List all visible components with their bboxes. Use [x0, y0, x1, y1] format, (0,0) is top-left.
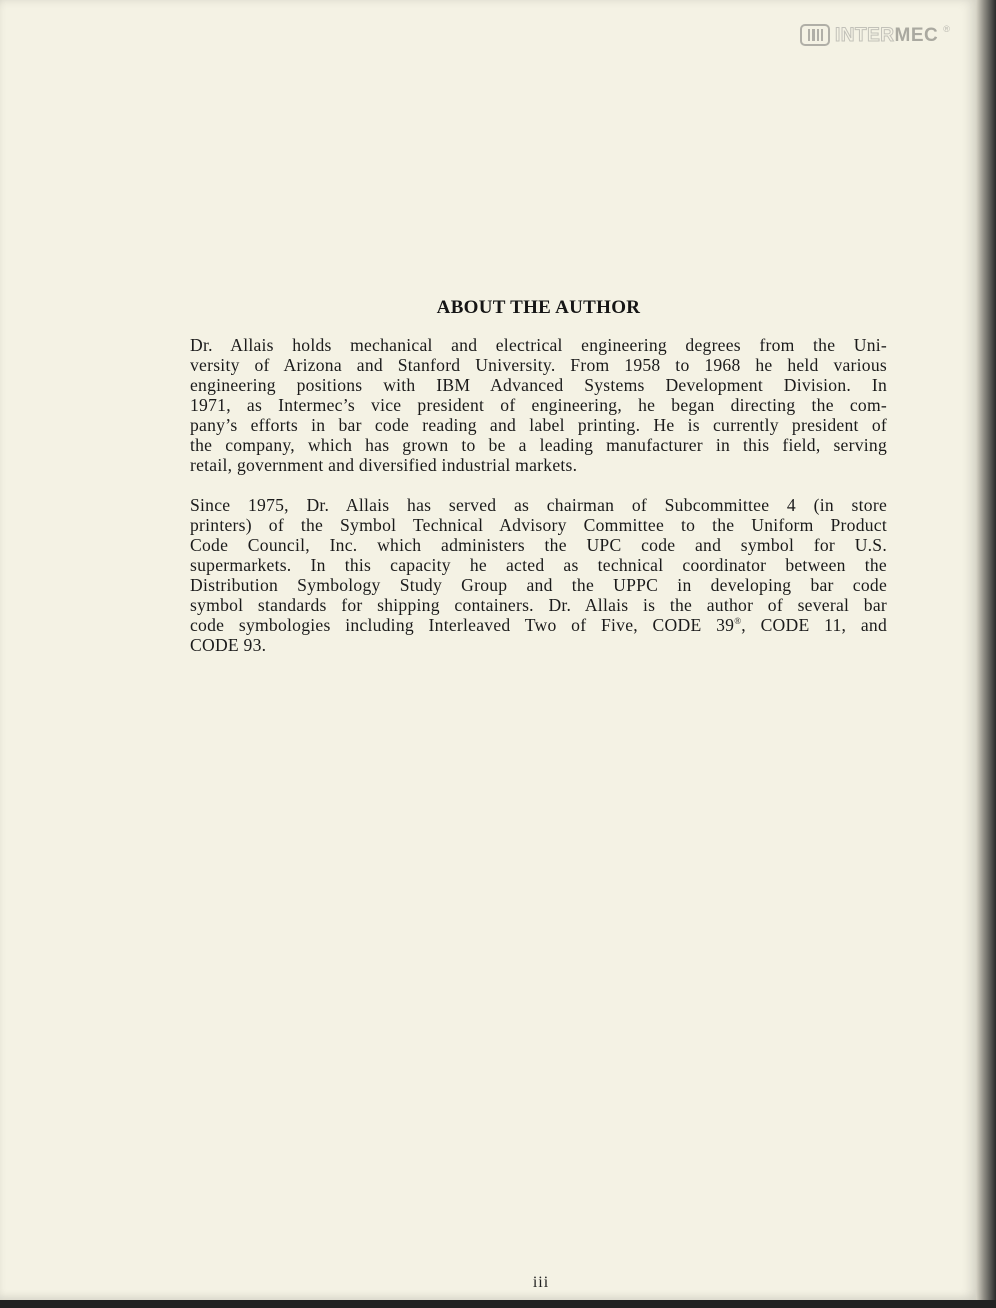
- page-heading: ABOUT THE AUTHOR: [436, 297, 641, 318]
- text-line: Since 1975, Dr. Allais has served as chairman of Subcommittee 4 (in store: [190, 495, 887, 515]
- text-line: the company, which has grown to be a leading manufacturer in this field, serving: [190, 435, 887, 455]
- text-line: [190, 615, 887, 635]
- text-segment: code symbologies including Interleaved Two of Five, CODE 39: [190, 615, 735, 635]
- logo-mark-icon: [800, 24, 830, 46]
- page-number: iii: [532, 1274, 550, 1291]
- text-line: engineering positions with IBM Advanced Systems Development Division. In: [190, 375, 887, 395]
- page-bottom-edge: [0, 1300, 996, 1308]
- text-line: printers) of the Symbol Technical Advisory Committee to the Uniform Product: [190, 515, 887, 535]
- text-line: CODE 93.: [190, 635, 267, 655]
- paragraph-education: [190, 335, 887, 475]
- text-line: Code Council, Inc. which administers the UPC code and symbol for U.S.: [190, 535, 887, 555]
- paragraph-committee: [190, 495, 887, 655]
- text-line: 1971, as Intermec’s vice president of engineering, he began directing the com-: [190, 395, 887, 415]
- text-line: retail, government and diversified industrial markets.: [190, 455, 578, 475]
- intermec-logo: [800, 22, 950, 48]
- registered-mark: ®: [734, 616, 742, 627]
- text-segment: , CODE 11, and: [741, 615, 888, 635]
- text-line: versity of Arizona and Stanford University. From 1958 to 1968 he held various: [190, 355, 887, 375]
- text-line: supermarkets. In this capacity he acted as technical coordinator between the: [190, 555, 887, 575]
- logo-wordmark: INTERMEC: [835, 24, 939, 46]
- text-line: pany’s efforts in bar code reading and label printing. He is currently president of: [190, 415, 887, 435]
- text-line: symbol standards for shipping containers. Dr. Allais is the author of several bar: [190, 595, 887, 615]
- logo-registered-mark: ®: [943, 24, 950, 34]
- text-line: Distribution Symbology Study Group and the UPPC in developing bar code: [190, 575, 887, 595]
- text-line: Dr. Allais holds mechanical and electrical engineering degrees from the Uni-: [190, 335, 887, 355]
- page-edge-shadow: [976, 0, 996, 1308]
